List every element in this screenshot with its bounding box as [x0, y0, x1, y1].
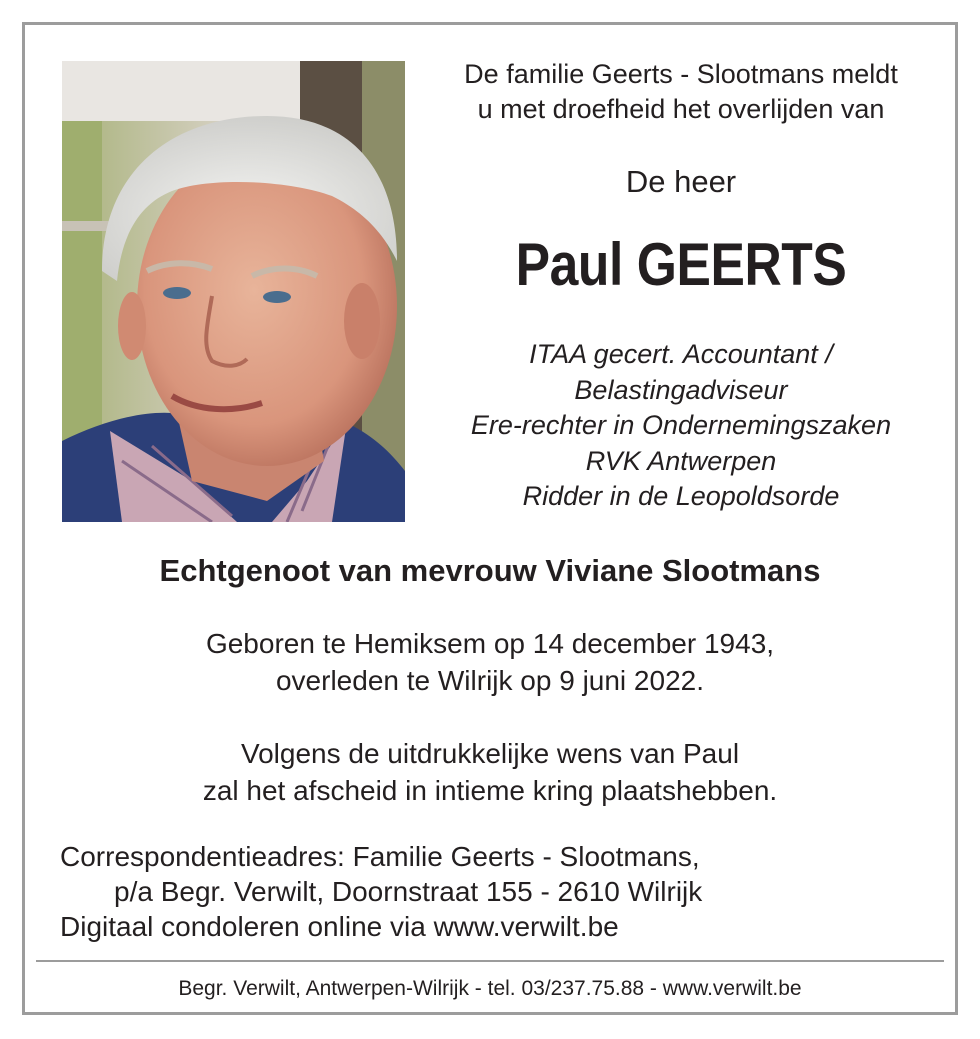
birth-death-info — [25, 625, 955, 699]
death-line: overleden te Wilrijk op 9 juni 2022. — [275, 665, 704, 696]
intro-text — [411, 57, 951, 127]
intro-line: u met droefheid het overlijden van — [477, 94, 885, 124]
title-line: Belastingadviseur — [574, 374, 788, 405]
condolence-line: Digitaal condoleren online via www.verwilt.be — [60, 911, 619, 942]
portrait-photo — [62, 61, 405, 522]
footer-divider — [36, 960, 944, 962]
obituary-card — [22, 22, 958, 1015]
correspondence-line: p/a Begr. Verwilt, Doornstraat 155 - 2610 Wilrijk — [114, 876, 703, 907]
professional-titles — [411, 337, 951, 515]
farewell-line: Volgens de uitdrukkelijke wens van Paul — [240, 738, 740, 769]
title-line: Ridder in de Leopoldsorde — [522, 481, 840, 511]
correspondence-address — [60, 839, 940, 944]
deceased-name: Paul GEERTS — [515, 231, 847, 298]
title-line: RVK Antwerpen — [585, 445, 777, 476]
farewell-line: zal het afscheid in intieme kring plaatshebben. — [202, 775, 778, 806]
farewell-notice — [25, 735, 955, 809]
spouse-line: Echtgenoot van mevrouw Viviane Slootmans — [159, 553, 821, 588]
correspondence-line: Correspondentieadres: Familie Geerts - Slootmans, — [60, 841, 700, 872]
funeral-home-footer: Begr. Verwilt, Antwerpen-Wilrijk - tel. 03/237.75.88 - www.verwilt.be — [178, 977, 802, 1000]
salutation: De heer — [625, 164, 737, 199]
title-line: Ere-rechter in Ondernemingszaken — [470, 410, 892, 440]
intro-line: De familie Geerts - Slootmans meldt — [464, 59, 898, 89]
title-line: ITAA gecert. Accountant / — [529, 339, 833, 369]
birth-line: Geboren te Hemiksem op 14 december 1943, — [205, 628, 775, 659]
